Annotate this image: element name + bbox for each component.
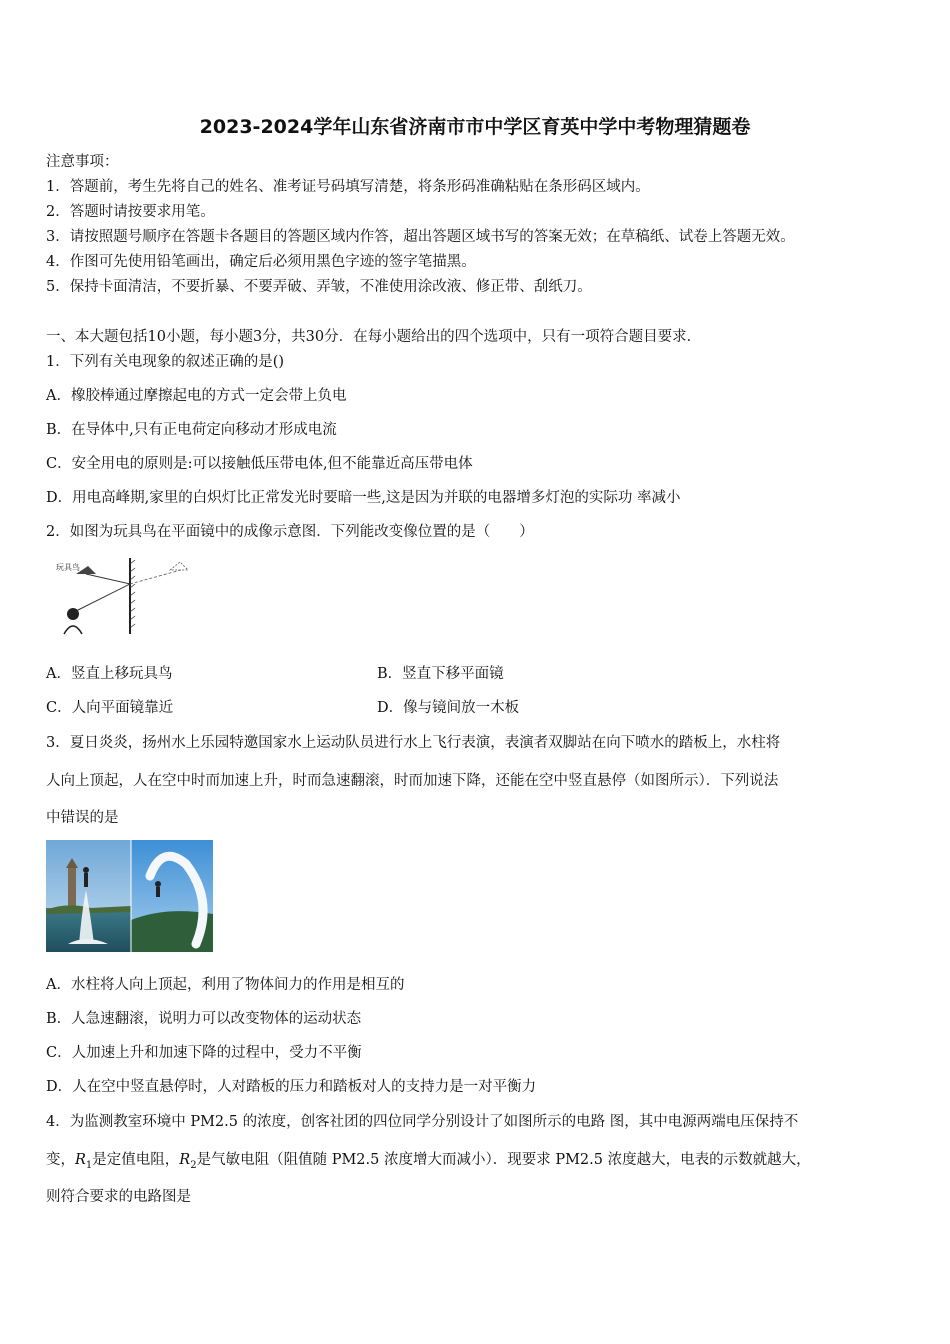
- notice-item-3: 3．请按照题号顺序在答题卡各题目的答题区域内作答，超出答题区域书写的答案无效；在草稿纸、试卷上答题无效。: [46, 229, 795, 245]
- q1-option-a: A．橡胶棒通过摩擦起电的方式一定会带上负电: [46, 388, 347, 404]
- flyer-head-2: [155, 881, 161, 887]
- q3-stem-line1: 3．夏日炎炎，扬州水上乐园特邀国家水上运动队员进行水上飞行表演，表演者双脚站在向下喷水的踏板上，水柱将: [46, 735, 781, 751]
- q2-option-d: D．像与镜间放一木板: [377, 700, 520, 716]
- q2-option-c: C．人向平面镜靠近: [46, 700, 174, 716]
- flyer-body: [84, 873, 88, 887]
- q3-stem-line2: 人向上顶起，人在空中时而加速上升，时而急速翻滚，时而加速下降，还能在空中竖直悬停（如图所示）．下列说法: [46, 773, 779, 789]
- section-heading: 一、本大题包括10小题，每小题3分，共30分．在每小题给出的四个选项中，只有一项符合题目要求．: [46, 329, 702, 345]
- toy-bird-label: 玩具鸟: [56, 563, 80, 572]
- q3-stem-line3: 中错误的是: [46, 810, 119, 826]
- reflected-ray: [76, 584, 130, 611]
- q3-option-b: B．人急速翻滚，说明力可以改变物体的运动状态: [46, 1011, 362, 1027]
- q3-option-c: C．人加速上升和加速下降的过程中，受力不平衡: [46, 1045, 362, 1061]
- notice-item-5: 5．保持卡面清洁，不要折暴、不要弄破、弄皱，不准使用涂改液、修正带、刮纸刀。: [46, 279, 592, 295]
- q4-stem-line2: [46, 1150, 811, 1176]
- q1-option-b: B．在导体中,只有正电荷定向移动才形成电流: [46, 422, 337, 438]
- r1-symbol: R: [75, 1152, 86, 1168]
- mirror-figure: [46, 556, 191, 638]
- notice-heading: 注意事项：: [46, 154, 119, 170]
- virtual-ray: [130, 570, 181, 584]
- q1-option-c: C．安全用电的原则是:可以接触低压带电体,但不能靠近高压带电体: [46, 456, 473, 472]
- q3-option-d: D．人在空中竖直悬停时，人对踏板的压力和踏板对人的支持力是一对平衡力: [46, 1079, 537, 1095]
- observer-head: [67, 608, 79, 620]
- r1-subscript: 1: [85, 1159, 93, 1171]
- q2-option-a: A．竖直上移玩具鸟: [46, 666, 173, 682]
- r2-symbol: R: [179, 1152, 191, 1168]
- notice-item-1: 1．答题前，考生先将自己的姓名、准考证号码填写清楚，将条形码准确粘贴在条形码区域内。: [46, 179, 650, 195]
- flyer-head: [83, 867, 89, 873]
- q3-option-a: A．水柱将人向上顶起，利用了物体间力的作用是相互的: [46, 977, 405, 993]
- q2-stem: 2．如图为玩具鸟在平面镜中的成像示意图．下列能改变像位置的是（ ）: [46, 524, 534, 540]
- q2-option-b: B．竖直下移平面镜: [377, 666, 504, 682]
- page-title: 2023-2024学年山东省济南市市中学区育英中学中考物理猜题卷: [199, 116, 751, 138]
- q4-text-a: 变，: [46, 1152, 75, 1168]
- notice-item-2: 2．答题时请按要求用笔。: [46, 204, 215, 220]
- observer-body: [64, 626, 82, 634]
- q4-stem-line3: 则符合要求的电路图是: [46, 1189, 191, 1205]
- pagoda-tower: [68, 866, 76, 910]
- q4-stem-line1: 4．为监测教室环境中 PM2.5 的浓度，创客社团的四位同学分别设计了如图所示的电路 图，其中电源两端电压保持不: [46, 1114, 799, 1130]
- incident-ray: [86, 574, 130, 584]
- q4-text-b: 是定值电阻，: [92, 1152, 180, 1168]
- q4-text-c: 是气敏电阻（阻值随 PM2.5 浓度增大而减小）．现要求 PM2.5 浓度越大，电表的示数就越大，: [196, 1152, 811, 1168]
- q1-stem: 1．下列有关电现象的叙述正确的是(): [46, 354, 285, 370]
- water-flyer-photo: [46, 840, 213, 952]
- r2-subscript: 2: [190, 1159, 197, 1171]
- q1-option-d: D．用电高峰期,家里的白炽灯比正常发光时要暗一些,这是因为并联的电器增多灯泡的实际功 率减小: [46, 490, 681, 506]
- flyer-body-2: [156, 887, 160, 897]
- bird-image-shape: [170, 562, 188, 570]
- notice-item-4: 4．作图可先使用铅笔画出，确定后必须用黑色字迹的签字笔描黑。: [46, 254, 476, 270]
